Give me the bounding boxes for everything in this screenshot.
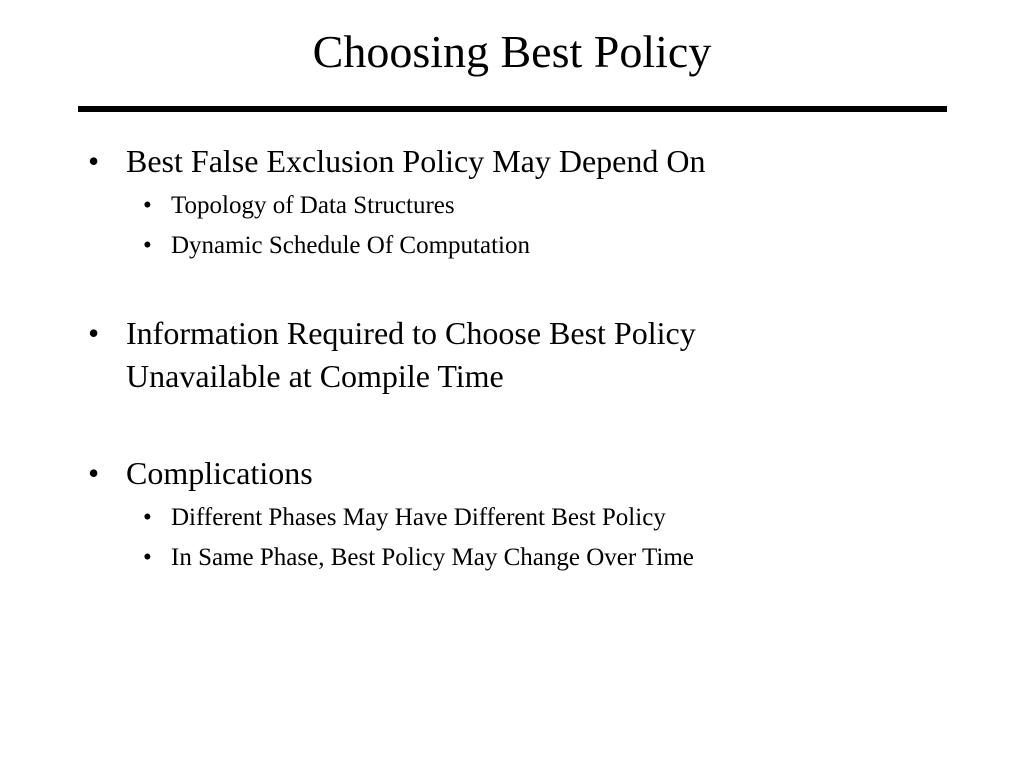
bullet-item-continuation (88, 355, 504, 397)
bullet-text: Unavailable at Compile Time (126, 358, 504, 394)
bullet-icon: • (143, 544, 152, 571)
bullet-item-depend-on (88, 140, 705, 182)
bullet-icon: • (143, 232, 152, 259)
sub-bullet-text: Dynamic Schedule Of Computation (171, 232, 530, 259)
slide-title: Choosing Best Policy (312, 26, 712, 77)
bullet-text: Complications (126, 455, 313, 491)
sub-bullet-text: Topology of Data Structures (171, 192, 455, 219)
bullet-item-information-required (88, 312, 696, 354)
bullet-text: Best False Exclusion Policy May Depend On (126, 143, 706, 179)
bullet-text: Information Required to Choose Best Policy (126, 315, 696, 351)
sub-bullet-item (143, 542, 694, 574)
sub-bullet-text: Different Phases May Have Different Best Policy (171, 504, 666, 531)
bullet-item-complications (88, 452, 313, 494)
bullet-icon: • (143, 504, 152, 531)
sub-bullet-item (143, 502, 666, 534)
sub-bullet-item (143, 190, 455, 222)
bullet-icon: • (143, 192, 152, 219)
sub-bullet-item (143, 230, 530, 262)
bullet-icon: • (88, 143, 100, 179)
title-divider (78, 106, 947, 112)
bullet-icon: • (88, 455, 100, 491)
bullet-icon: • (88, 315, 100, 351)
sub-bullet-text: In Same Phase, Best Policy May Change Over Time (171, 544, 694, 571)
